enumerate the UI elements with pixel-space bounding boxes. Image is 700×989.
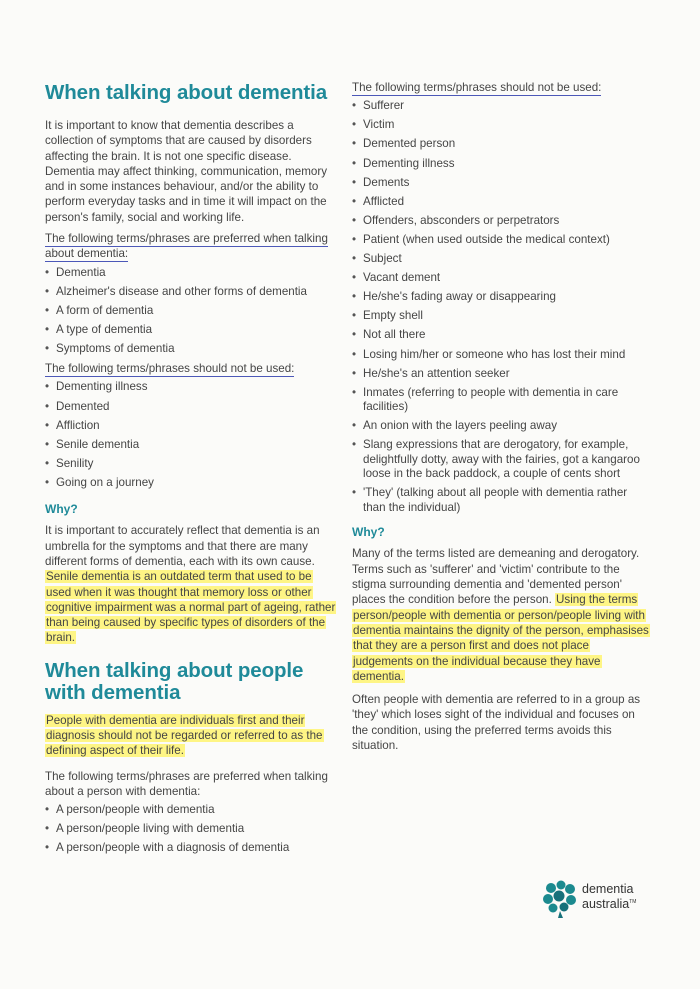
- heading-talking-about-people: When talking about people with dementia: [45, 658, 304, 704]
- group-paragraph: Often people with dementia are referred to in a group as 'they' which loses sight of the individual and focuses on the condition, using the preferred terms avoids this situation.: [352, 693, 641, 753]
- right-not-used-list-item: • Inmates (referring to people with dementia in care facilities): [352, 386, 652, 415]
- logo-line2: [582, 896, 636, 911]
- right-not-used-list-item: • 'They' (talking about all people with dementia rather than the individual): [352, 486, 652, 515]
- intro-paragraph: It is important to know that dementia describes a collection of symptoms that are caused by disorders affecting the brain. It is not one specific disease. Dementia may affect thinking, communication, memory and in some instances behaviour, and/or the ability to perform everyday tasks and in time it will impact on the person's family, social and working life.: [45, 119, 328, 224]
- not-used-list-item: • Demented: [45, 400, 337, 415]
- right-not-used-list-item: • Subject: [352, 252, 652, 267]
- right-not-used-list-item: • An onion with the layers peeling away: [352, 419, 652, 434]
- right-not-used-intro: [352, 80, 652, 95]
- preferred-list: [45, 266, 337, 357]
- preferred-intro: [45, 231, 337, 262]
- people-preferred-list-item: • A person/people living with dementia: [45, 822, 337, 837]
- right-why-plain-text: Many of the terms listed are demeaning and derogatory. Terms such as 'sufferer' and 'victim' contribute to the stigma surrounding dementia and 'demented person' places the condition before the person.: [352, 547, 640, 607]
- preferred-list-item: • A type of dementia: [45, 323, 337, 338]
- right-not-used-intro-text: The following terms/phrases should not be used:: [352, 81, 602, 94]
- right-not-used-list: [352, 99, 652, 515]
- right-not-used-list-item: • Vacant dement: [352, 271, 652, 286]
- preferred-intro-text: The following terms/phrases are preferred when talking about dementia:: [45, 232, 328, 261]
- not-used-list-item: • Affliction: [45, 419, 337, 434]
- logo-line1: dementia: [582, 882, 634, 896]
- right-column: [352, 0, 652, 753]
- people-preferred-intro: The following terms/phrases are preferred when talking about a person with dementia:: [45, 769, 328, 798]
- logo-wordmark: [582, 883, 636, 911]
- preferred-list-item: • Dementia: [45, 266, 337, 281]
- right-not-used-list-item: • Demented person: [352, 137, 652, 152]
- right-not-used-list-item: • Losing him/her or someone who has lost their mind: [352, 348, 652, 363]
- right-not-used-list-item: • Slang expressions that are derogatory, for example, delightfully dotty, away with the fairies, got a kangaroo loose in the back paddock, a couple of cents short: [352, 438, 652, 482]
- why-heading: Why?: [45, 502, 78, 517]
- people-preferred-list: [45, 803, 337, 856]
- not-used-list-item: • Dementing illness: [45, 380, 337, 395]
- why-plain-text: It is important to accurately reflect that dementia is an umbrella for the symptoms and that there are many different forms of dementia, each with its own cause.: [45, 524, 320, 568]
- preferred-list-item: • A form of dementia: [45, 304, 337, 319]
- right-why-heading: Why?: [352, 525, 385, 540]
- not-used-list-item: • Going on a journey: [45, 476, 337, 491]
- right-not-used-list-item: • He/she's an attention seeker: [352, 367, 652, 382]
- right-not-used-list-item: • Sufferer: [352, 99, 652, 114]
- right-not-used-list-item: • Dements: [352, 176, 652, 191]
- people-highlighted-text: People with dementia are individuals first and their diagnosis should not be regarded or referred to as the defining aspect of their life.: [46, 713, 323, 758]
- right-not-used-list-item: • He/she's fading away or disappearing: [352, 290, 652, 305]
- right-not-used-list-item: • Dementing illness: [352, 157, 652, 172]
- people-preferred-list-item: • A person/people with dementia: [45, 803, 337, 818]
- not-used-list-item: • Senile dementia: [45, 438, 337, 453]
- heading-talking-about-dementia: When talking about dementia: [45, 81, 328, 104]
- right-not-used-list-item: • Offenders, absconders or perpetrators: [352, 214, 652, 229]
- right-not-used-list-item: • Empty shell: [352, 309, 652, 324]
- preferred-list-item: • Symptoms of dementia: [45, 342, 337, 357]
- why-paragraph: [45, 523, 337, 645]
- right-not-used-list-item: • Victim: [352, 118, 652, 133]
- not-used-intro-text: The following terms/phrases should not be used:: [45, 362, 295, 376]
- dementia-australia-logo: [542, 880, 672, 920]
- not-used-list-item: • Senility: [45, 457, 337, 472]
- right-not-used-list-item: • Patient (when used outside the medical context): [352, 233, 652, 248]
- right-why-paragraph: [352, 546, 652, 684]
- people-preferred-list-item: • A person/people with a diagnosis of dementia: [45, 841, 337, 856]
- not-used-list: [45, 380, 337, 490]
- why-highlighted-text: Senile dementia is an outdated term that used to be used when it was thought that memory loss or other cognitive impairment was a normal part of ageing, rather than being caused by specific types of disorders of the brain.: [46, 570, 336, 645]
- trademark-mark: TM: [629, 899, 637, 905]
- brain-logo-icon: [542, 880, 580, 920]
- logo-line2-text: australia: [582, 897, 630, 912]
- left-column: [45, 0, 337, 861]
- right-why-highlighted-text: Using the terms person/people with dementia or person/people living with dementia maintains the dignity of the person, emphasises that they are a person first and does not place judgements on the individual because they have dementia.: [353, 593, 649, 683]
- not-used-intro: [45, 361, 337, 376]
- right-not-used-list-item: • Afflicted: [352, 195, 652, 210]
- people-paragraph: [45, 713, 337, 759]
- preferred-list-item: • Alzheimer's disease and other forms of dementia: [45, 285, 337, 300]
- right-not-used-list-item: • Not all there: [352, 328, 652, 343]
